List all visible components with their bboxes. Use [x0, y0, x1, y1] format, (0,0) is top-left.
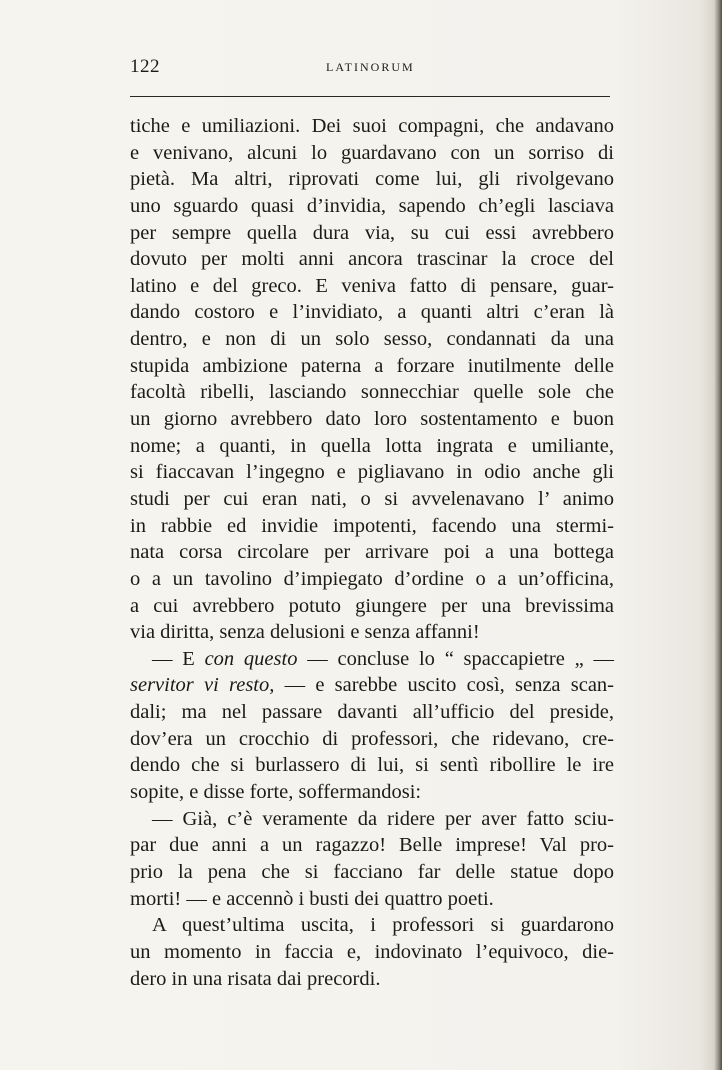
text-line: par due anni a un ragazzo! Belle imprese! Val pro- [130, 834, 614, 857]
text-line: sopite, e disse forte, soffermandosi: [130, 781, 422, 804]
text-line: o a un tavolino d’impiegato d’ordine o a un’officina, [130, 567, 614, 590]
body-text [130, 113, 614, 992]
text-line-paragraph-start: A quest’ultima uscita, i professori si guardarono [152, 914, 614, 937]
text-line: tiche e umiliazioni. Dei suoi compagni, che andavano [130, 115, 614, 137]
dialogue-lead: — E [152, 647, 205, 670]
text-line: nome; a quanti, in quella lotta ingrata e umiliante, [130, 434, 614, 457]
text-line: studi per cui eran nati, o si avvelenavano l’ animo [130, 487, 614, 510]
text-rest: — e sarebbe uscito così, senza scan- [274, 674, 614, 697]
text-line: a cui avrebbero potuto giungere per una brevissima [130, 594, 614, 617]
italic-phrase: con questo [204, 647, 298, 670]
running-title: LATINORUM [326, 60, 415, 74]
text-line: e venivano, alcuni lo guardavano con un sorriso di [130, 141, 614, 164]
text-line: nata corsa circolare per arrivare poi a una bottega [130, 541, 614, 564]
text-line: un momento in faccia e, indovinato l’equivoco, die- [130, 940, 614, 963]
page-edge-shadow [714, 0, 722, 1070]
text-line: uno sguardo quasi d’invidia, sapendo ch’egli lasciava [130, 194, 614, 217]
text-line: morti! — e accennò i busti dei quattro poeti. [130, 887, 494, 910]
text-line: si fiaccavan l’ingegno e pigliavano in odio anche gli [130, 461, 614, 484]
text-line [130, 672, 614, 699]
text-line: dovuto per molti anni ancora trascinar la croce del [130, 248, 614, 271]
text-line: dali; ma nel passare davanti all’ufficio del preside, [130, 701, 614, 724]
text-line: stupida ambizione paterna a forzare inutilmente delle [130, 354, 614, 377]
italic-phrase: servitor vi resto, [130, 674, 275, 697]
header-rule [130, 96, 610, 97]
text-line: facoltà ribelli, lasciando sonnecchiar quelle sole che [130, 381, 614, 404]
text-line: prio la pena che si facciano far delle statue dopo [130, 860, 614, 883]
dialogue-rest: — concluse lo “ spaccapietre „ — [297, 647, 614, 670]
text-line: in rabbie ed invidie impotenti, facendo una stermi- [130, 514, 614, 537]
text-line-dialogue: — Già, c’è veramente da ridere per aver fatto sciu- [152, 807, 614, 830]
text-line: dando costoro e l’invidiato, a quanti altri c’eran là [130, 301, 614, 324]
text-line: pietà. Ma altri, riprovati come lui, gli rivolgevano [130, 168, 614, 191]
page-number: 122 [130, 56, 160, 77]
text-line: dov’era un crocchio di professori, che ridevano, cre- [130, 727, 614, 750]
text-line: via diritta, senza delusioni e senza affanni! [130, 621, 480, 644]
text-line: dendo che si burlassero di lui, si sentì ribollire le ire [130, 754, 614, 777]
text-line: latino e del greco. E veniva fatto di pensare, guar- [130, 274, 614, 297]
text-line: dentro, e non di un solo sesso, condannati da una [130, 328, 614, 351]
text-line: un giorno avrebbero dato loro sostentamento e buon [130, 408, 614, 431]
page-header [130, 56, 610, 78]
text-line: per sempre quella dura via, su cui essi avrebbero [130, 221, 614, 244]
text-line-dialogue [130, 646, 614, 673]
text-line: dero in una risata dai precordi. [130, 967, 381, 990]
